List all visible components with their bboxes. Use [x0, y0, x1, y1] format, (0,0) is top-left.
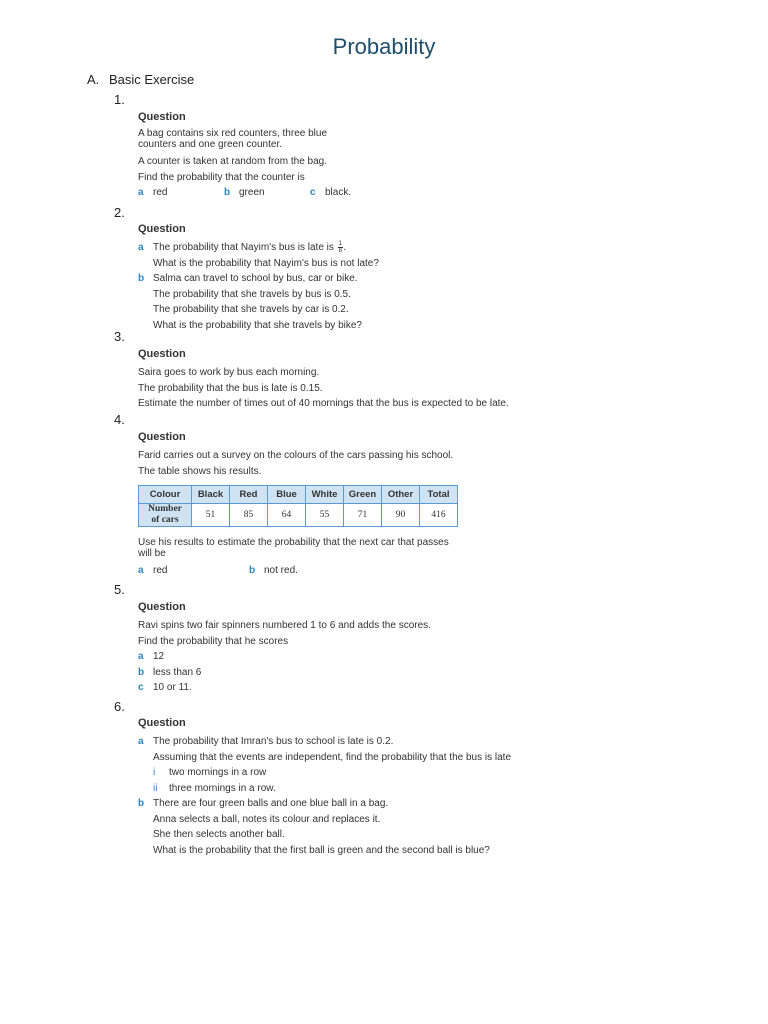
- subpart-text: two mornings in a row: [169, 767, 267, 778]
- page-title: Probability: [332, 34, 436, 59]
- q6a-sub: [138, 765, 511, 781]
- table-cell: 71: [344, 504, 382, 527]
- table-cell: 51: [192, 504, 230, 527]
- question-heading: Question: [138, 431, 186, 443]
- question-number-2: 2.: [114, 205, 125, 220]
- q2a-text: The probability that Nayim's bus is late is: [153, 242, 337, 253]
- table-cell: 85: [230, 504, 268, 527]
- q1-line: A bag contains six red counters, three blue: [138, 128, 328, 139]
- q6b-line: She then selects another ball.: [153, 829, 285, 840]
- q3-line: Estimate the number of times out of 40 mornings that the bus is expected to be late.: [138, 398, 509, 409]
- q4-line: The table shows his results.: [138, 465, 262, 477]
- question-heading: Question: [138, 111, 186, 123]
- q5-line: Find the probability that he scores: [138, 635, 289, 647]
- survey-table: [138, 485, 458, 527]
- q6b-text: There are four green balls and one blue ball in a bag.: [153, 798, 389, 809]
- q2b-line: The probability that she travels by bus is 0.5.: [153, 288, 351, 300]
- q5-line: Ravi spins two fair spinners numbered 1 to 6 and adds the scores.: [138, 620, 431, 631]
- question-heading: Question: [138, 348, 186, 360]
- table-header-cell: Colour: [139, 486, 192, 504]
- question-heading: Question: [138, 717, 186, 729]
- q2b-line: What is the probability that she travels by bike?: [153, 319, 362, 331]
- q6a-line: Assuming that the events are independent, find the probability that the bus is late: [153, 751, 512, 763]
- q4-line: will be: [138, 548, 166, 559]
- row-label-line: of cars: [151, 515, 179, 525]
- q6b-line: [138, 796, 511, 812]
- q2a-line: [138, 240, 379, 256]
- option-label: b: [249, 565, 256, 576]
- option-label: b: [138, 666, 145, 678]
- question-number-6: 6.: [114, 699, 125, 714]
- table-row-header: [139, 504, 192, 527]
- question-heading: Question: [138, 223, 186, 235]
- table-header-cell: White: [306, 486, 344, 504]
- q2a-end: .: [343, 242, 346, 253]
- option-label: a: [138, 651, 144, 662]
- question-4: [138, 431, 458, 579]
- option-text: less than 6: [153, 666, 202, 678]
- subpart-text: three mornings in a row.: [169, 782, 276, 794]
- q4-options: [138, 563, 458, 579]
- q6b-line: Anna selects a ball, notes its colour and replaces it.: [153, 813, 381, 825]
- q2a-line: What is the probability that Nayim's bus is not late?: [153, 257, 379, 269]
- question-number-3: 3.: [114, 329, 125, 344]
- option-label: b: [224, 187, 231, 198]
- q6a-sub: [138, 781, 511, 797]
- table-cell: 416: [420, 504, 458, 527]
- q5-option: [138, 680, 431, 696]
- question-number-5: 5.: [114, 582, 125, 597]
- q4-line: Use his results to estimate the probability that the next car that passes: [138, 537, 449, 548]
- section-title: Basic Exercise: [109, 72, 195, 87]
- option-text: not red.: [264, 565, 298, 576]
- q6a-text: The probability that Imran's bus to school is late is 0.2.: [153, 736, 394, 747]
- q1-options: [138, 185, 351, 201]
- subpart-label: i: [153, 767, 156, 778]
- q2b-line: The probability that she travels by car is 0.2.: [153, 304, 349, 315]
- section-heading: [87, 72, 194, 87]
- q1-line: counters and one green counter.: [138, 139, 282, 150]
- section-letter: A.: [87, 72, 100, 87]
- question-6: [138, 717, 511, 858]
- option-label: a: [138, 187, 144, 198]
- part-label: b: [138, 798, 145, 809]
- table-header-row: [139, 486, 458, 504]
- option-text: 12: [153, 651, 165, 662]
- table-cell: 64: [268, 504, 306, 527]
- q5-option: [138, 649, 431, 665]
- table-row: [139, 504, 458, 527]
- q2b-text: Salma can travel to school by bus, car or bike.: [153, 273, 358, 284]
- q2b-line: [138, 271, 379, 287]
- table-header-cell: Total: [420, 486, 458, 504]
- option-text: 10 or 11.: [153, 682, 192, 693]
- question-2: [138, 223, 379, 333]
- question-heading: Question: [138, 601, 186, 613]
- table-header-cell: Blue: [268, 486, 306, 504]
- part-label: a: [138, 242, 144, 253]
- option-text: black.: [325, 187, 352, 198]
- fraction-numerator: 1: [338, 240, 342, 247]
- option-label: a: [138, 565, 144, 576]
- question-number-1: 1.: [114, 92, 125, 107]
- table-header-cell: Other: [382, 486, 420, 504]
- table-header-cell: Red: [230, 486, 268, 504]
- row-label-line: Number: [148, 504, 182, 514]
- option-label: c: [138, 682, 144, 693]
- q3-line: Saira goes to work by bus each morning.: [138, 367, 320, 378]
- q1-line: A counter is taken at random from the bag.: [138, 156, 327, 167]
- option-text: red: [153, 565, 168, 576]
- q1-line: Find the probability that the counter is: [138, 171, 305, 183]
- q4-line: Farid carries out a survey on the colours of the cars passing his school.: [138, 450, 454, 461]
- question-3: [138, 348, 509, 412]
- question-number-4: 4.: [114, 412, 125, 427]
- option-label: c: [310, 187, 316, 198]
- part-label: b: [138, 273, 145, 284]
- option-text: green: [239, 187, 265, 198]
- option-text: red: [153, 187, 168, 198]
- part-label: a: [138, 736, 144, 747]
- table-cell: 55: [306, 504, 344, 527]
- table-cell: 90: [382, 504, 420, 527]
- question-5: [138, 601, 431, 696]
- q6b-line: What is the probability that the first ball is green and the second ball is blue?: [153, 844, 490, 856]
- table-header-cell: Green: [344, 486, 382, 504]
- fraction-denominator: 8: [338, 247, 342, 254]
- table-header-cell: Black: [192, 486, 230, 504]
- q6a-line: [138, 734, 511, 750]
- q5-option: [138, 665, 431, 681]
- q3-line: The probability that the bus is late is 0.15.: [138, 382, 323, 394]
- question-1: [138, 111, 351, 201]
- subpart-label: ii: [153, 782, 158, 794]
